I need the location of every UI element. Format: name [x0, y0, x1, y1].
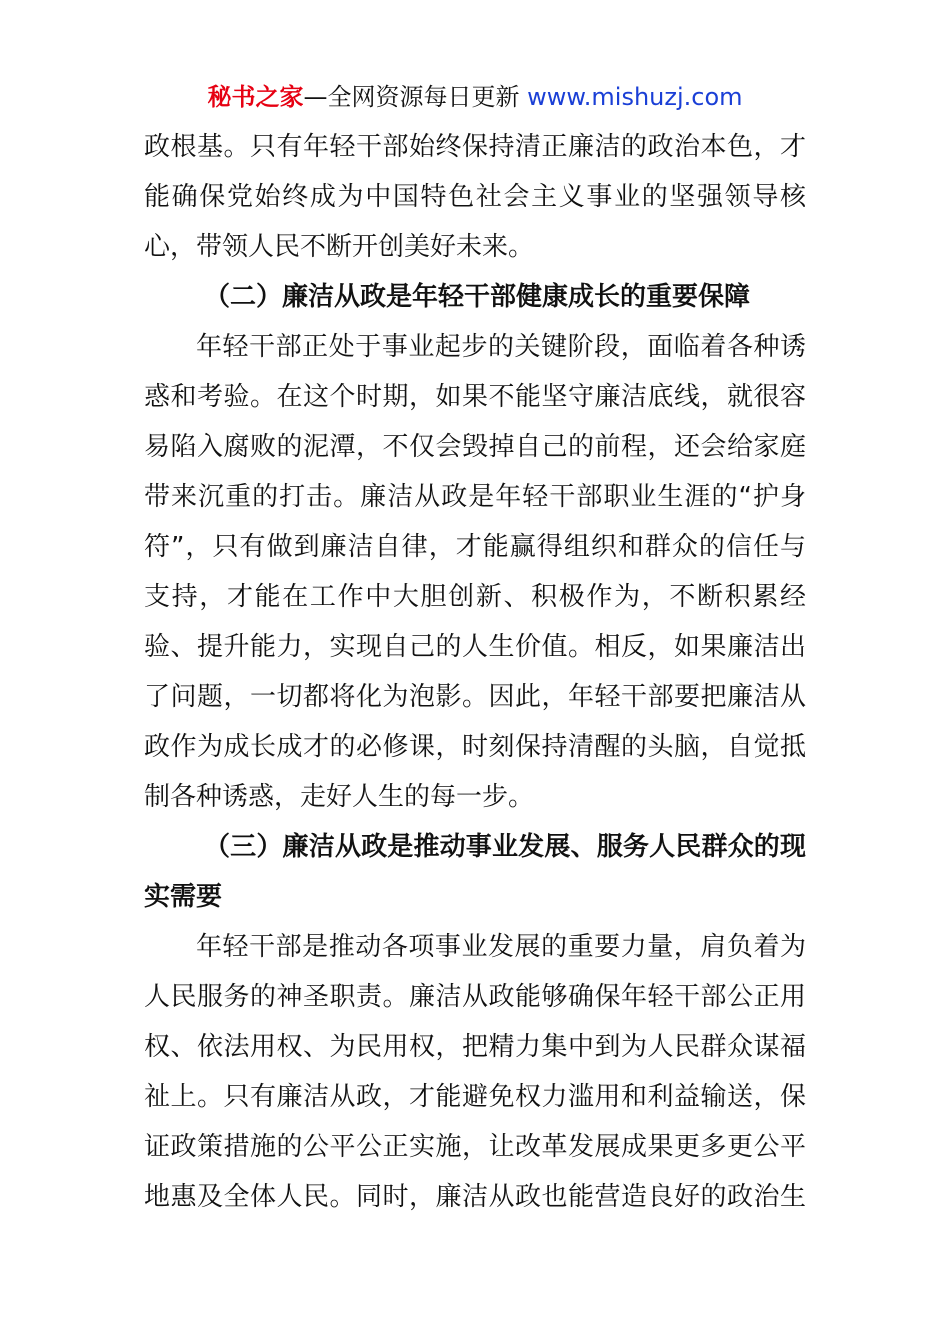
text-line: 符”，只有做到廉洁自律，才能赢得组织和群众的信任与 [144, 532, 806, 562]
site-header [0, 80, 950, 114]
text-line: 能确保党始终成为中国特色社会主义事业的坚强领导核 [144, 182, 806, 212]
text-line: 支持，才能在工作中大胆创新、积极作为，不断积累经 [144, 582, 806, 612]
header-slogan: —全网资源每日更新 [303, 83, 528, 111]
section-heading-2: （二）廉洁从政是年轻干部健康成长的重要保障 [204, 282, 751, 312]
text-line: 祉上。只有廉洁从政，才能避免权力滥用和利益输送，保 [144, 1082, 806, 1112]
text-line: 带来沉重的打击。廉洁从政是年轻干部职业生涯的“护身 [144, 482, 806, 512]
text-line: 惑和考验。在这个时期，如果不能坚守廉洁底线，就很容 [144, 382, 806, 412]
section-heading-3-cont: 实需要 [144, 882, 223, 912]
document-body [144, 122, 806, 1222]
site-url-link[interactable]: www.mishuzj.com [527, 83, 743, 111]
text-line: 年轻干部是推动各项事业发展的重要力量，肩负着为 [196, 932, 806, 962]
text-line: 制各种诱惑，走好人生的每一步。 [144, 782, 535, 812]
text-line: 年轻干部正处于事业起步的关键阶段，面临着各种诱 [196, 332, 806, 362]
brand-name: 秘书之家 [207, 83, 304, 111]
text-line: 政根基。只有年轻干部始终保持清正廉洁的政治本色，才 [144, 132, 806, 162]
text-line: 权、依法用权、为民用权，把精力集中到为人民群众谋福 [144, 1032, 806, 1062]
text-line: 心，带领人民不断开创美好未来。 [144, 232, 535, 262]
section-heading-3: （三）廉洁从政是推动事业发展、服务人民群众的现 [204, 832, 806, 862]
text-line: 易陷入腐败的泥潭，不仅会毁掉自己的前程，还会给家庭 [144, 432, 806, 462]
text-line: 了问题，一切都将化为泡影。因此，年轻干部要把廉洁从 [144, 682, 806, 712]
text-line: 验、提升能力，实现自己的人生价值。相反，如果廉洁出 [144, 632, 806, 662]
text-line: 证政策措施的公平公正实施，让改革发展成果更多更公平 [144, 1132, 806, 1162]
text-line: 人民服务的神圣职责。廉洁从政能够确保年轻干部公正用 [144, 982, 806, 1012]
text-line: 政作为成长成才的必修课，时刻保持清醒的头脑，自觉抵 [144, 732, 806, 762]
text-line: 地惠及全体人民。同时，廉洁从政也能营造良好的政治生 [144, 1182, 806, 1212]
